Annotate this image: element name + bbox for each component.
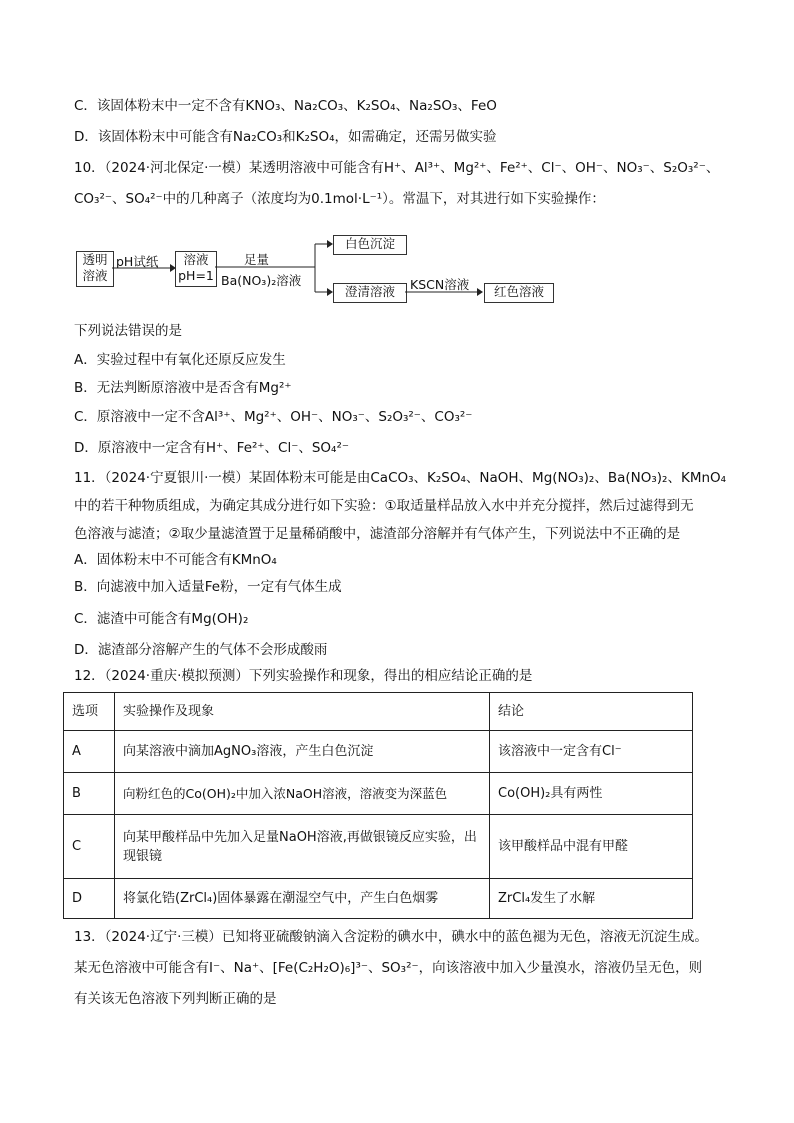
flow-box2-line2: pH=1 — [178, 268, 214, 283]
flow-label-ba-nitrate: Ba(NO₃)₂溶液 — [221, 273, 302, 288]
row-a-option: A — [64, 731, 115, 773]
q13-stem-line3: 有关该无色溶液下列判断正确的是 — [74, 991, 277, 1007]
q11-option-a: A．固体粉末中不可能含有KMnO₄ — [74, 552, 277, 568]
header-conclusion: 结论 — [490, 693, 693, 731]
flow-box-transparent-solution — [76, 251, 114, 287]
q12-options-table — [63, 692, 693, 919]
q11-option-d: D．滤渣部分溶解产生的气体不会形成酸雨 — [74, 642, 328, 658]
q11-stem-line1: 11．（2024·宁夏银川·一模）某固体粉末可能是由CaCO₃、K₂SO₄、NaOH、Mg(NO₃)₂、Ba(NO₃)₂、KMnO₄ — [74, 470, 727, 486]
flow-box-ph1-solution — [175, 251, 217, 287]
q13-stem-line2: 某无色溶液中可能含有I⁻、Na⁺、[Fe(C₂H₂O)₆]³⁻、SO₃²⁻，向该溶液中加入少量溴水，溶液仍呈无色，则 — [74, 960, 703, 976]
flow-label-ph-paper: pH试纸 — [116, 254, 159, 269]
row-d-conclusion: ZrCl₄发生了水解 — [490, 879, 693, 919]
q12-stem: 12．（2024·重庆·模拟预测）下列实验操作和现象，得出的相应结论正确的是 — [74, 668, 533, 684]
q10-option-b: B．无法判断原溶液中是否含有Mg²⁺ — [74, 380, 292, 396]
q11-stem-line3: 色溶液与滤渣；②取少量滤渣置于足量稀硝酸中，滤渣部分溶解并有气体产生，下列说法中不正确的是 — [74, 526, 681, 542]
q9-option-d: D．该固体粉末中可能含有Na₂CO₃和K₂SO₄，如需确定，还需另做实验 — [74, 129, 497, 145]
row-c-conclusion: 该甲酸样品中混有甲醛 — [490, 815, 693, 879]
table-header-row — [64, 693, 693, 731]
table-row — [64, 773, 693, 815]
row-d-option: D — [64, 879, 115, 919]
flow-arrow-3 — [405, 286, 483, 298]
flow-box-white-precipitate: 白色沉淀 — [333, 235, 407, 255]
q10-ask: 下列说法错误的是 — [74, 323, 182, 339]
flow-box1-line2: 溶液 — [82, 268, 108, 283]
flow-box2-line1: 溶液 — [183, 252, 209, 267]
header-operation: 实验操作及现象 — [115, 693, 490, 731]
q10-stem-line2: CO₃²⁻、SO₄²⁻中的几种离子（浓度均为0.1mol·L⁻¹）。常温下，对其进行如下实验操作： — [74, 191, 605, 207]
q11-stem-line2: 中的若干种物质组成，为确定其成分进行如下实验：①取适量样品放入水中并充分搅拌，然后过滤得到无 — [74, 498, 694, 514]
row-d-operation: 将氯化锆(ZrCl₄)固体暴露在潮湿空气中，产生白色烟雾 — [115, 879, 490, 919]
table-row — [64, 815, 693, 879]
row-a-operation: 向某溶液中滴加AgNO₃溶液，产生白色沉淀 — [115, 731, 490, 773]
row-a-conclusion: 该溶液中一定含有Cl⁻ — [490, 731, 693, 773]
flow-arrow-1 — [112, 262, 176, 274]
table-row — [64, 731, 693, 773]
q10-option-d: D．原溶液中一定含有H⁺、Fe²⁺、Cl⁻、SO₄²⁻ — [74, 440, 349, 456]
table-row — [64, 879, 693, 919]
q13-stem-line1: 13．（2024·辽宁·三模）已知将亚硫酸钠滴入含淀粉的碘水中，碘水中的蓝色褪为无色，溶液无沉淀生成。 — [74, 929, 708, 945]
row-b-operation: 向粉红色的Co(OH)₂中加入浓NaOH溶液，溶液变为深蓝色 — [115, 773, 490, 815]
q9-option-c: C．该固体粉末中一定不含有KNO₃、Na₂CO₃、K₂SO₄、Na₂SO₃、FeO — [74, 98, 497, 114]
flow-label-kscn: KSCN溶液 — [410, 277, 470, 292]
flow-arrow-branch — [215, 236, 335, 302]
q11-option-b: B．向滤液中加入适量Fe粉，一定有气体生成 — [74, 579, 342, 595]
flow-box-red-solution: 红色溶液 — [484, 283, 554, 303]
q10-option-c: C．原溶液中一定不含Al³⁺、Mg²⁺、OH⁻、NO₃⁻、S₂O₃²⁻、CO₃²⁻ — [74, 409, 473, 425]
row-b-option: B — [64, 773, 115, 815]
q10-option-a: A．实验过程中有氧化还原反应发生 — [74, 352, 286, 368]
q10-stem-line1: 10．（2024·河北保定·一模）某透明溶液中可能含有H⁺、Al³⁺、Mg²⁺、Fe²⁺、Cl⁻、OH⁻、NO₃⁻、S₂O₃²⁻、 — [74, 160, 720, 176]
row-b-conclusion: Co(OH)₂具有两性 — [490, 773, 693, 815]
flow-box1-line1: 透明 — [82, 252, 108, 267]
row-c-option: C — [64, 815, 115, 879]
flow-label-sufficient: 足量 — [244, 252, 270, 267]
row-c-operation: 向某甲酸样品中先加入足量NaOH溶液,再做银镜反应实验，出现银镜 — [115, 815, 490, 879]
q11-option-c: C．滤渣中可能含有Mg(OH)₂ — [74, 611, 249, 627]
flow-box-clear-solution: 澄清溶液 — [333, 283, 407, 303]
header-option: 选项 — [64, 693, 115, 731]
